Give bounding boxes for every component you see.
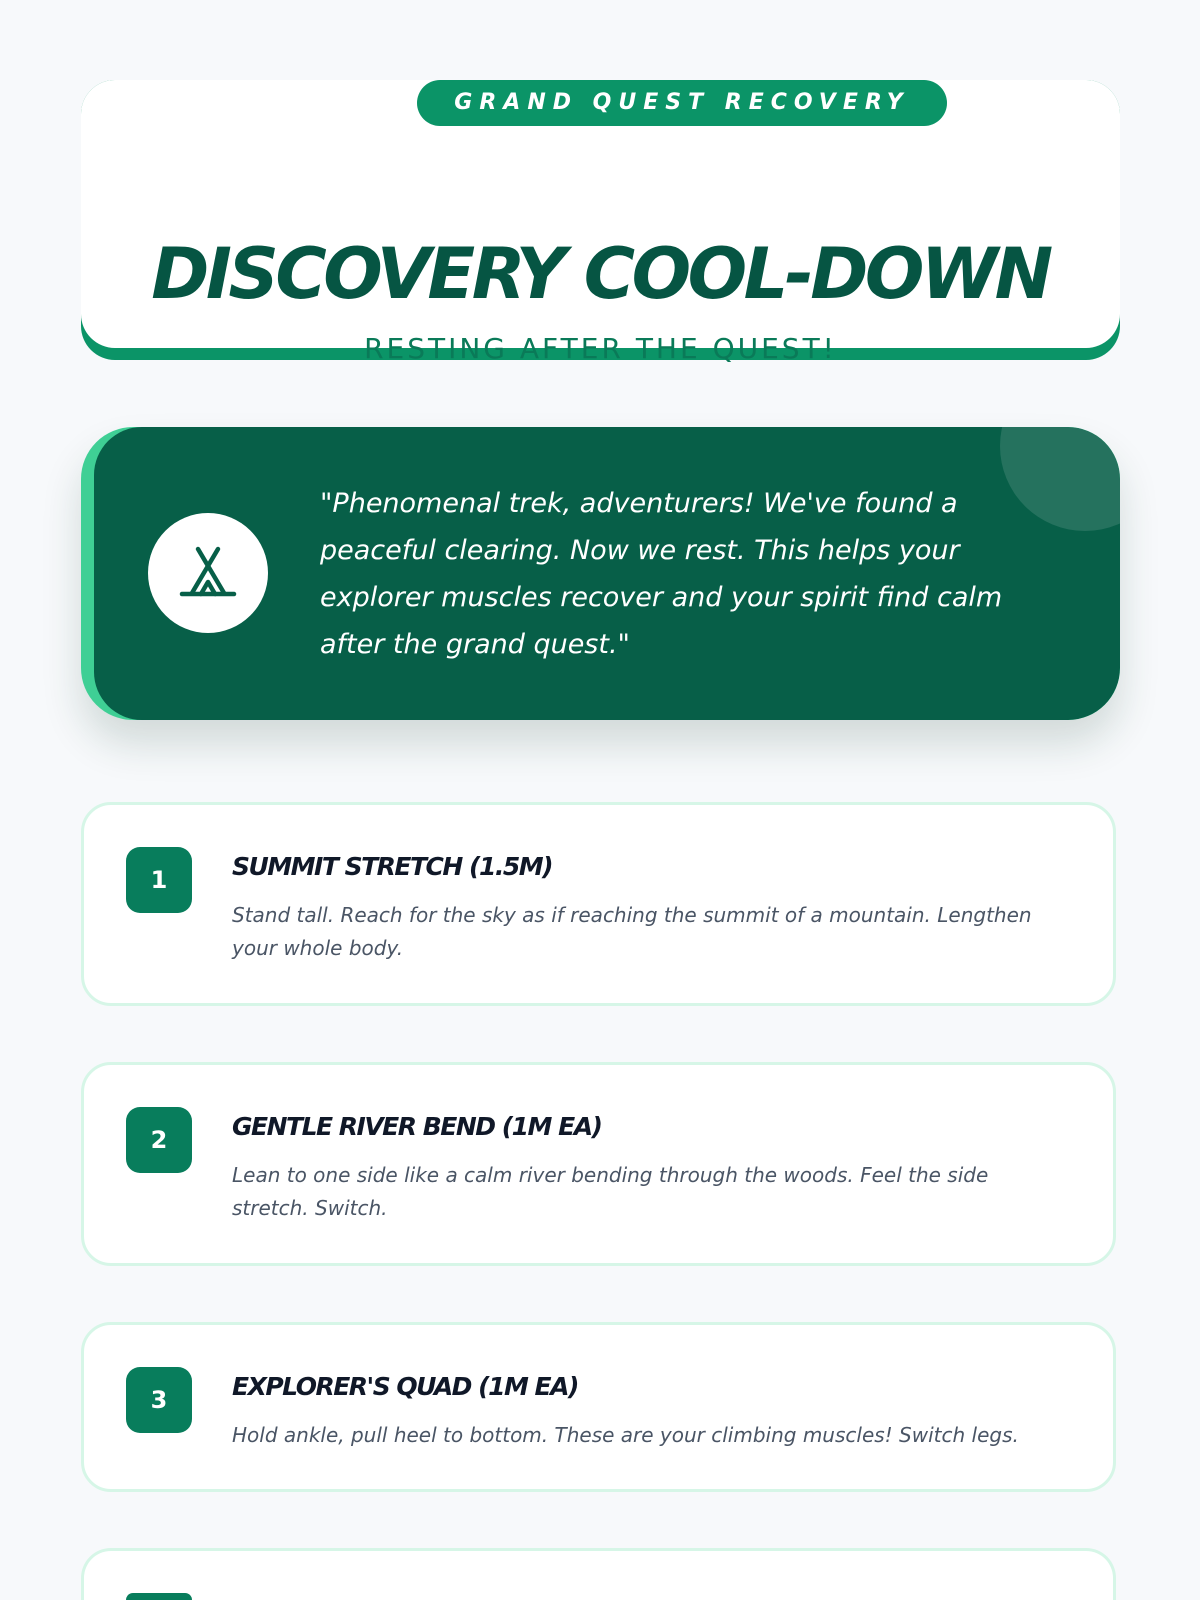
exercise-card-4 [81,1548,1116,1600]
step-number-badge [126,1593,192,1600]
camp-tent-badge [148,513,268,633]
exercise-card-3 [81,1322,1116,1492]
step-number-badge: 2 [126,1107,192,1173]
camp-tent-icon [176,541,240,605]
step-number-badge: 1 [126,847,192,913]
step-title: EXPLORER'S QUAD (1M EA) [232,1372,578,1401]
step-number-badge: 3 [126,1367,192,1433]
exercise-card-1 [81,802,1116,1006]
step-title: GENTLE RIVER BEND (1M EA) [232,1112,602,1141]
intro-quote-text: "Phenomenal trek, adventurers! We've found a peaceful clearing. Now we rest. This helps your explorer muscles recover and your spirit find calm after the grand quest." [320,488,1003,660]
exercise-card-2 [81,1062,1116,1266]
step-description: Lean to one side like a calm river bending through the woods. Feel the side stretch. Switch. [232,1163,989,1220]
step-description: Hold ankle, pull heel to bottom. These are your climbing muscles! Switch legs. [232,1423,1019,1447]
page-subtitle: RESTING AFTER THE QUEST! [364,332,837,365]
header-badge: GRAND QUEST RECOVERY [417,80,947,126]
header-card [81,80,1120,365]
step-title: SUMMIT STRETCH (1.5M) [232,852,553,881]
step-description: Stand tall. Reach for the sky as if reaching the summit of a mountain. Lengthen your whole body. [232,903,1032,960]
page-title: DISCOVERY COOL-DOWN [151,233,1050,315]
